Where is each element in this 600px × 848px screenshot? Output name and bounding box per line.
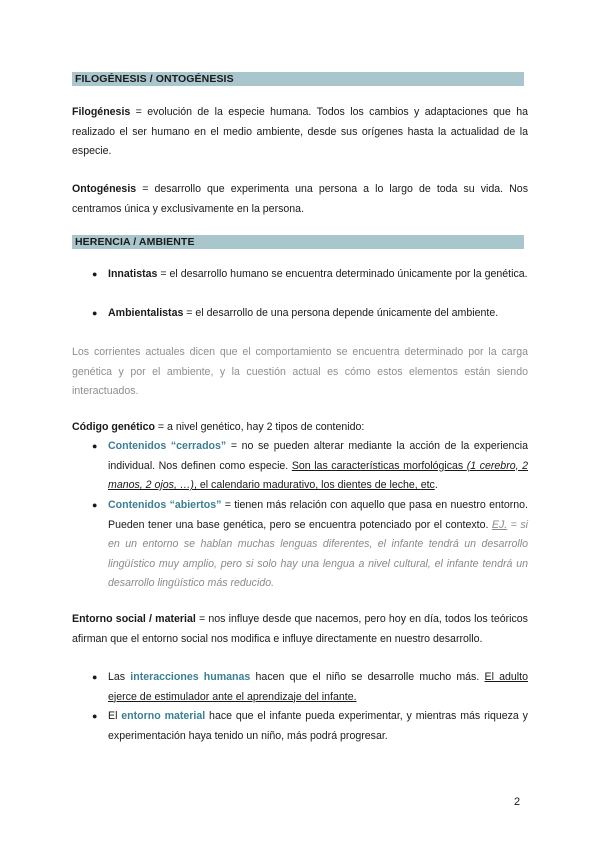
list-item-interacciones-humanas <box>92 668 528 707</box>
underlined-italic-text: (1 cerebro, 2 manos, 2 ojos, …) <box>108 459 528 491</box>
definition-ontogenesis: = desarrollo que experimenta una persona a lo largo de toda su vida. Nos centramos única y exclusivamente en la persona. <box>72 183 528 215</box>
definition-filogenesis: = evolución de la especie humana. Todos los cambios y adaptaciones que ha realizado el ser humano en el medio ambiente, desde sus orígenes hasta la actualidad de la especie. <box>72 106 528 157</box>
list-item-contenidos-abiertos <box>92 496 528 594</box>
term-entorno-material: entorno material <box>121 710 206 722</box>
term-innatistas: Innatistas <box>108 268 158 280</box>
text-segment: El <box>108 710 122 722</box>
term-interacciones-humanas: interacciones humanas <box>130 671 251 683</box>
underlined-text: Son las características morfológicas <box>291 459 467 472</box>
text-segment: Las <box>108 671 131 683</box>
definition-ambientalistas: = el desarrollo de una persona depende únicamente del ambiente. <box>183 307 499 319</box>
page-number: 2 <box>514 796 521 808</box>
paragraph-entorno <box>72 610 528 649</box>
bullet-icon: ● <box>92 672 98 682</box>
paragraph-filogenesis <box>72 103 528 162</box>
definition-entorno-material: hace que el infante pueda experimentar, y mientras más riqueza y experimentación haya tenido un niño, más podrá progresar. <box>108 710 528 742</box>
term-ontogenesis: Ontogénesis <box>72 183 137 195</box>
list-item-innatistas <box>92 265 528 285</box>
definition-codigo-genetico: = a nivel genético, hay 2 tipos de contenido: <box>154 421 365 433</box>
term-contenidos-cerrados: Contenidos “cerrados” <box>108 440 227 452</box>
sentence-end: . <box>434 479 438 491</box>
section-heading-herencia: HERENCIA / AMBIENTE <box>72 235 524 249</box>
bullet-icon: ● <box>92 269 98 279</box>
bullet-icon: ● <box>92 711 98 721</box>
term-filogenesis: Filogénesis <box>72 106 131 118</box>
bullet-icon: ● <box>92 500 98 510</box>
list-item-contenidos-cerrados <box>92 437 528 496</box>
definition-contenidos-abiertos: = tienen más relación con aquello que pasa en nuestro entorno. Pueden tener una base genética, pero se encuentra potenciado por el contexto. <box>108 499 528 531</box>
definition-entorno: = nos influye desde que nacemos, pero hoy en día, todos los teóricos afirman que el entorno social nos modifica e influye directamente en nuestro desarrollo. <box>72 613 528 645</box>
definition-innatistas: = el desarrollo humano se encuentra determinado únicamente por la genética. <box>157 268 528 280</box>
term-contenidos-abiertos: Contenidos “abiertos” <box>108 499 222 511</box>
definition-contenidos-cerrados: = no se pueden alterar mediante la acción de la experiencia individual. Nos definen como especie. <box>108 440 528 472</box>
bullet-icon: ● <box>92 441 98 451</box>
term-codigo-genetico: Código genético <box>72 421 155 433</box>
text-segment: hacen que el niño se desarrolle mucho más. <box>250 671 485 683</box>
term-ambientalistas: Ambientalistas <box>108 307 184 319</box>
paragraph-codigo-genetico <box>72 418 528 438</box>
underlined-text: , el calendario madurativo, los dientes de leche, etc <box>193 479 435 491</box>
example-label: EJ. <box>491 518 508 531</box>
underlined-text: El adulto ejerce de estimulador ante el aprendizaje del infante. <box>108 671 528 703</box>
paragraph-ontogenesis <box>72 180 528 219</box>
list-item-entorno-material <box>92 707 528 746</box>
example-text: = si en un entorno se hablan muchas lenguas diferentes, el infante tendrá un desarrollo lingüístico muy amplio, pero si solo hay una lengua a nivel cultural, el infante tendrá un desarrollo lingüístico más reducido. <box>108 518 528 589</box>
term-entorno: Entorno social / material <box>72 613 196 625</box>
paragraph-corrientes-actuales: Los corrientes actuales dicen que el comportamiento se encuentra determinado por la carga genética y por el ambiente, y la cuestión actual es cómo estos elementos están siendo interactuados. <box>72 346 528 397</box>
list-item-ambientalistas <box>92 304 528 324</box>
bullet-icon: ● <box>92 308 98 318</box>
section-heading-filogenesis: FILOGÉNESIS / ONTOGÉNESIS <box>72 72 524 86</box>
